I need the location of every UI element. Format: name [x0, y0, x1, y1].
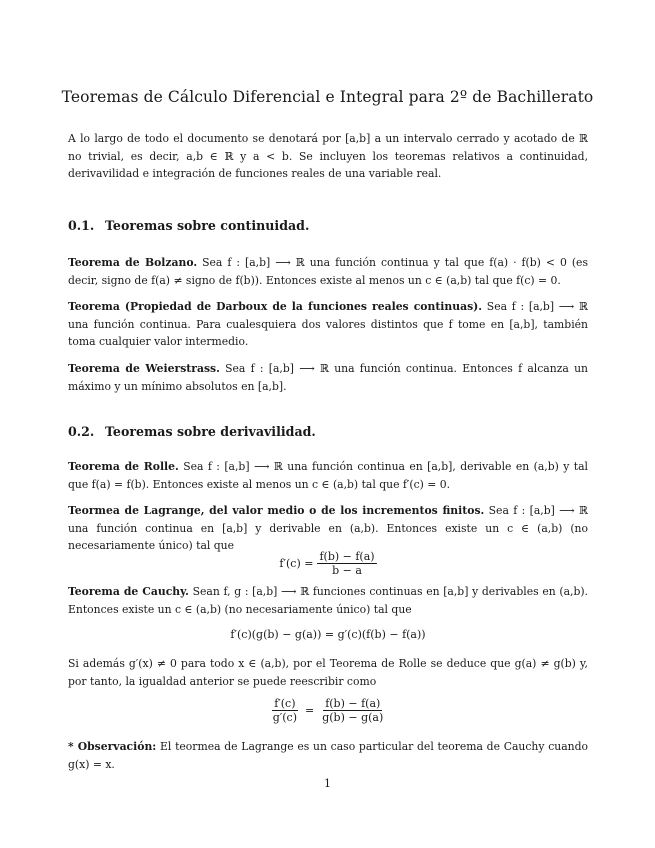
- fraction: [317, 550, 376, 577]
- page-number: 1: [324, 777, 331, 790]
- section-title: Teoremas sobre derivavilidad.: [105, 424, 316, 439]
- denominator: g′(c): [272, 711, 297, 724]
- equals-sign: =: [305, 704, 315, 717]
- theorem-text: Sea f : [a,b] ⟶ ℝ una función continua. Para cualesquiera dos valores distintos que f tome en [a,b], también toma cualquier valor intermedio.: [68, 300, 588, 349]
- theorem-text: Sean f, g : [a,b] ⟶ ℝ funciones continuas en [a,b] y derivables en (a,b). Entonces existe un c ∈ (a,b) (no necesariamente único) tal que: [68, 585, 588, 616]
- formula-lhs: f′(c) =: [279, 557, 314, 570]
- theorem-darboux: [68, 298, 588, 351]
- theorem-bolzano: [68, 254, 588, 289]
- remark-paragraph: Si además g′(x) ≠ 0 para todo x ∈ (a,b), por el Teorema de Rolle se deduce que g(a) ≠ g(b) y, por tanto, la igualdad anterior se puede reescribir como: [68, 657, 588, 688]
- theorem-rolle: [68, 458, 588, 493]
- denominator: b − a: [332, 564, 362, 577]
- ratio-formula: [68, 697, 588, 724]
- denominator: g(b) − g(a): [322, 711, 384, 724]
- observation-paragraph: [68, 738, 588, 773]
- theorem-text: Sea f : [a,b] ⟶ ℝ una función continua en [a,b], derivable en (a,b) y tal que f(a) = f(b). Entonces existe al menos un c ∈ (a,b) tal que f′(c) = 0.: [68, 460, 588, 491]
- observation-text: El teormea de Lagrange es un caso particular del teorema de Cauchy cuando g(x) = x.: [68, 740, 588, 771]
- theorem-name: Teorema de Cauchy.: [68, 585, 189, 598]
- theorem-name: Teormea de Lagrange, del valor medio o de los incrementos finitos.: [68, 504, 485, 517]
- theorem-name: Teorema de Rolle.: [68, 460, 179, 473]
- theorem-text: Sea f : [a,b] ⟶ ℝ una función continua y tal que f(a) · f(b) < 0 (es decir, signo de f(a) ≠ signo de f(b)). Entonces existe al menos un c ∈ (a,b) tal que f(c) = 0.: [68, 256, 588, 287]
- observation-label: * Observación:: [68, 740, 157, 753]
- theorem-name: Teorema de Bolzano.: [68, 256, 198, 269]
- numerator: f(b) − f(a): [319, 550, 375, 563]
- document-title: Teoremas de Cálculo Diferencial e Integral para 2º de Bachillerato: [61, 88, 594, 106]
- section-number: 0.1.: [68, 218, 95, 233]
- fraction-lhs: [271, 697, 299, 724]
- theorem-name: Teorema de Weierstrass.: [68, 362, 220, 375]
- section-heading-continuity: [68, 218, 309, 233]
- theorem-text: Sea f : [a,b] ⟶ ℝ una función continua en [a,b] y derivable en (a,b). Entonces existe un c ∈ (a,b) (no necesariamente único) tal que: [68, 504, 588, 553]
- numerator: f(b) − f(a): [325, 697, 381, 710]
- section-number: 0.2.: [68, 424, 95, 439]
- cauchy-formula: f′(c)(g(b) − g(a)) = g′(c)(f(b) − f(a)): [230, 628, 426, 641]
- theorem-weierstrass: [68, 360, 588, 395]
- numerator: f′(c): [274, 697, 296, 710]
- theorem-cauchy: [68, 583, 588, 618]
- lagrange-formula: [68, 550, 588, 577]
- intro-paragraph: A lo largo de todo el documento se denotará por [a,b] a un intervalo cerrado y acotado de ℝ no trivial, es decir, a,b ∈ ℝ y a < b. Se incluyen los teoremas relativos a continuidad, derivavilidad e integración de funciones reales de una variable real.: [68, 132, 588, 181]
- theorem-lagrange: [68, 502, 588, 555]
- fraction-rhs: [320, 697, 385, 724]
- theorem-name: Teorema (Propiedad de Darboux de la funciones reales continuas).: [68, 300, 483, 313]
- section-title: Teoremas sobre continuidad.: [105, 218, 310, 233]
- section-heading-derivability: [68, 424, 316, 439]
- theorem-text: Sea f : [a,b] ⟶ ℝ una función continua. Entonces f alcanza un máximo y un mínimo absolutos en [a,b].: [68, 362, 588, 393]
